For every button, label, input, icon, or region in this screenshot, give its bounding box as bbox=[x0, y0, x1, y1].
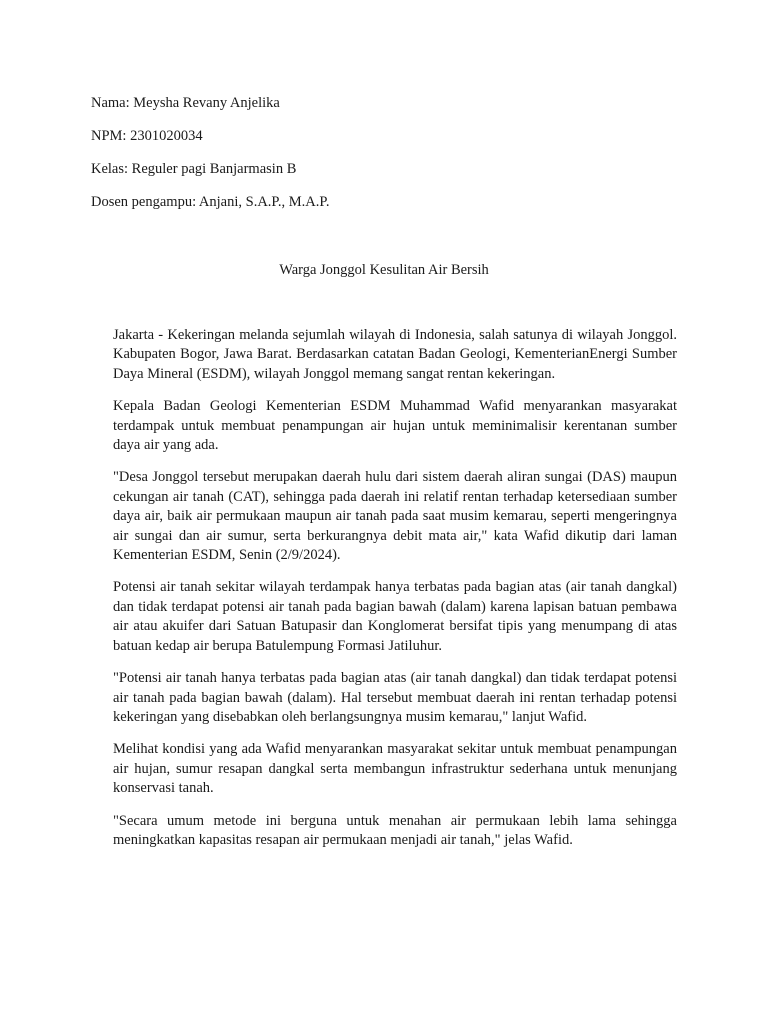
paragraph: Kepala Badan Geologi Kementerian ESDM Muhammad Wafid menyarankan masyarakat terdampak untuk membuat penampungan air hujan untuk meminimalisir kerentanan sumber daya air yang ada. bbox=[113, 398, 677, 454]
paragraph: Melihat kondisi yang ada Wafid menyarankan masyarakat sekitar untuk membuat penampungan air hujan, sumur resapan dangkal serta membangun infrastruktur sederhana untuk menunjang konservasi tanah. bbox=[113, 741, 677, 797]
paragraph: "Potensi air tanah hanya terbatas pada bagian atas (air tanah dangkal) dan tidak terdapat potensi air tanah pada bagian bawah (dalam). Hal tersebut membuat daerah ini rentan terhadap potensi kekeringan yang disebabkan oleh berlangsungnya musim kemarau," lanjut Wafid. bbox=[113, 670, 677, 725]
lecturer-name: Dosen pengampu: Anjani, S.A.P., M.A.P. bbox=[91, 194, 330, 210]
student-name: Nama: Meysha Revany Anjelika bbox=[91, 95, 280, 111]
paragraph: "Secara umum metode ini berguna untuk menahan air permukaan lebih lama sehingga meningkatkan kapasitas resapan air permukaan menjadi air tanah," jelas Wafid. bbox=[113, 812, 677, 848]
paragraph: Jakarta - Kekeringan melanda sejumlah wilayah di Indonesia, salah satunya di wilayah Jonggol. Kabupaten Bogor, Jawa Barat. Berdasarkan catatan Badan Geologi, KementerianEnergi Sumber Daya Mineral (ESDM), wilayah Jonggol memang sangat rentan kekeringan. bbox=[113, 327, 677, 382]
student-info bbox=[91, 93, 691, 225]
paragraph: "Desa Jonggol tersebut merupakan daerah hulu dari sistem daerah aliran sungai (DAS) maupun cekungan air tanah (CAT), sehingga pada daerah ini relatif rentan terhadap ketersediaan sumber daya air, baik air permukaan maupun air tanah pada saat musim kemarau, seperti mengeringnya air sungai dan air sumur, serta berkurangnya debit mata air," kata Wafid dikutip dari laman Kementerian ESDM, Senin (2/9/2024). bbox=[113, 469, 677, 564]
paragraph: Potensi air tanah sekitar wilayah terdampak hanya terbatas pada bagian atas (air tanah dangkal) dan tidak terdapat potensi air tanah pada bagian bawah (dalam) karena lapisan batuan pembawa air atau akuifer dari Satuan Batupasir dan Konglomerat bersifat tipis yang menumpang di atas batuan kedap air berupa Batulempung Formasi Jatiluhur. bbox=[113, 579, 677, 654]
document-title: Warga Jonggol Kesulitan Air Bersih bbox=[279, 262, 489, 278]
student-npm: NPM: 2301020034 bbox=[91, 128, 203, 144]
student-class: Kelas: Reguler pagi Banjarmasin B bbox=[91, 161, 297, 177]
article-body bbox=[113, 326, 677, 863]
